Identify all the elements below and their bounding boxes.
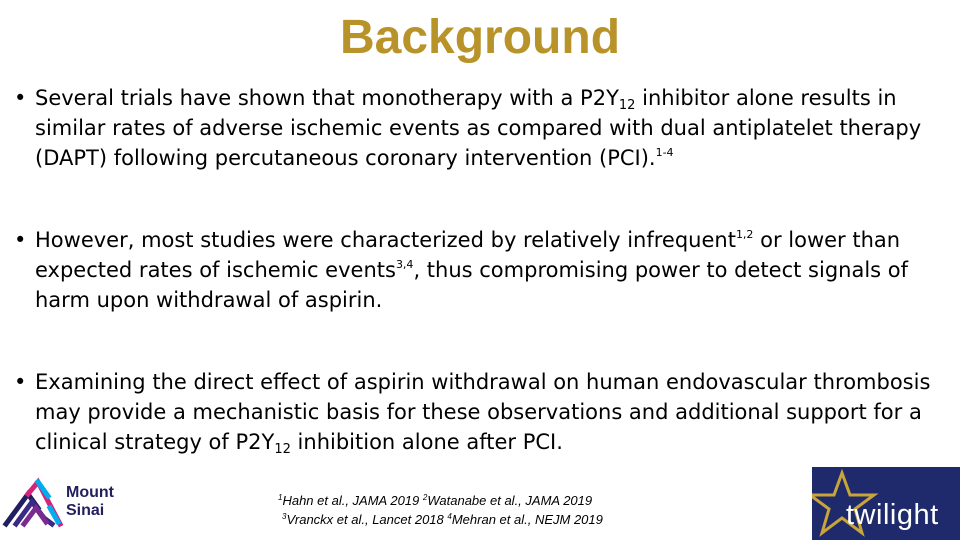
ref-number: 3: [282, 512, 287, 521]
bullet-text: Examining the direct effect of aspirin withdrawal on human endovascular thrombosis may provide a mechanistic basis for these observations and additional support for a clinical strategy of P2Y: [35, 370, 931, 454]
ref-number: 1: [278, 493, 283, 502]
slide-title: Background: [339, 11, 621, 64]
ref-number: 4: [447, 512, 452, 521]
twilight-wordmark: twilight: [846, 499, 939, 531]
reference: Vranckx et al., Lancet 2018: [286, 512, 444, 527]
bullet-text: However, most studies were characterized by relatively infrequent: [35, 228, 736, 252]
reference: Hahn et al., JAMA 2019: [282, 493, 420, 508]
citation: 1,2: [735, 228, 754, 241]
reference-line: [278, 491, 658, 510]
bullet-item: [14, 367, 944, 457]
subscript: 12: [274, 442, 291, 457]
citation: 1-4: [655, 146, 674, 159]
bullet-marker: •: [14, 86, 27, 110]
reference-line: [278, 510, 658, 529]
bullet-text: or lower than expected rates of ischemic events: [35, 228, 901, 282]
bullet-text: inhibitor alone results in similar rates of adverse ischemic events as compared with dual antiplatelet therapy (DAPT) following percutaneous coronary intervention (PCI).: [35, 86, 922, 170]
reference: Mehran et al., NEJM 2019: [451, 512, 603, 527]
twilight-logo: [812, 467, 960, 540]
bullet-item: [14, 83, 944, 173]
mount-sinai-line2: Sinai: [66, 502, 105, 519]
mount-sinai-wordmark: [66, 484, 114, 520]
mount-sinai-mark-icon: [2, 474, 64, 530]
bullet-text: inhibition alone after PCI.: [290, 430, 563, 454]
subscript: 12: [618, 98, 636, 113]
bullet-marker: •: [14, 228, 27, 252]
references: [278, 491, 658, 529]
bullet-text: , thus compromising power to detect signals of harm upon withdrawal of aspirin.: [35, 258, 909, 312]
bullet-text: Several trials have shown that monotherapy with a P2Y: [35, 86, 619, 110]
bullet-marker: •: [14, 370, 27, 394]
citation: 3,4: [395, 258, 414, 271]
mount-sinai-line1: Mount: [66, 484, 114, 501]
ref-number: 2: [422, 493, 428, 502]
bullet-item: [14, 225, 944, 315]
reference: Watanabe et al., JAMA 2019: [427, 493, 593, 508]
bullet-list: [14, 83, 944, 457]
